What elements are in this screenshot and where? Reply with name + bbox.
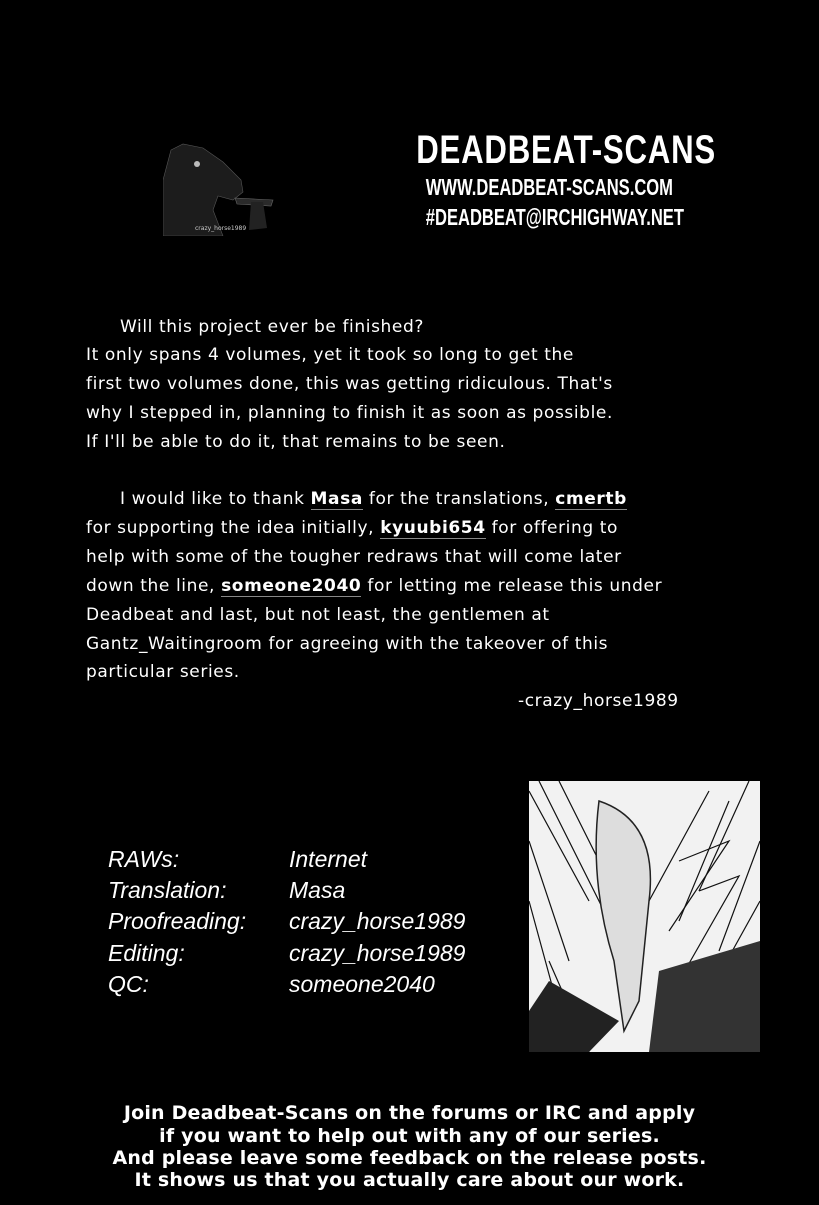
name-masa: Masa: [310, 489, 363, 509]
footer-line: Join Deadbeat-Scans on the forums or IRC and apply: [123, 1102, 696, 1124]
credit-role: RAWs:: [108, 846, 180, 872]
name-cmertb: cmertb: [555, 489, 627, 509]
name-kyuubi: kyuubi654: [380, 518, 486, 538]
note-line: Deadbeat and last, but not least, the gentlemen at: [86, 605, 550, 625]
logo-caption: crazy_horse1989: [195, 225, 247, 232]
credit-role: Translation:: [108, 877, 227, 903]
credit-name: crazy_horse1989: [289, 908, 466, 934]
note-line: Gantz_Waitingroom for agreeing with the takeover of this: [86, 634, 609, 654]
footer-line: And please leave some feedback on the release posts.: [112, 1147, 707, 1169]
signature: -crazy_horse1989: [518, 691, 679, 711]
footer-line: It shows us that you actually care about our work.: [134, 1169, 685, 1191]
credit-role: Editing:: [108, 940, 185, 966]
note-line: [86, 576, 662, 596]
text: for offering to: [485, 518, 619, 538]
note-line: Will this project ever be finished?: [120, 317, 424, 337]
note-line: first two volumes done, this was getting ridiculous. That's: [86, 374, 613, 394]
text: down the line,: [86, 576, 222, 596]
irc-channel: #DEADBEAT@IRCHIGHWAY.NET: [425, 204, 684, 230]
manga-panel-image: [529, 781, 760, 1052]
footer-line: if you want to help out with any of our series.: [159, 1125, 660, 1147]
credit-name: Masa: [289, 877, 346, 903]
credit-name: Internet: [289, 846, 367, 872]
note-line: help with some of the tougher redraws that will come later: [86, 547, 622, 567]
note-line: If I'll be able to do it, that remains to be seen.: [86, 432, 506, 452]
note-line: why I stepped in, planning to finish it as soon as possible.: [86, 403, 613, 423]
credit-role: Proofreading:: [108, 908, 247, 934]
note-line: It only spans 4 volumes, yet it took so long to get the: [86, 345, 574, 365]
name-someone: someone2040: [221, 576, 362, 596]
credit-role: QC:: [108, 971, 149, 997]
text: for letting me release this under: [361, 576, 663, 596]
brand-title: DEADBEAT-SCANS: [416, 128, 717, 172]
note-line: [86, 518, 618, 538]
text: for the translations,: [362, 489, 556, 509]
website-url: WWW.DEADBEAT-SCANS.COM: [425, 174, 673, 200]
note-line: particular series.: [86, 662, 240, 682]
horse-logo-image: [163, 140, 281, 236]
credit-name: someone2040: [289, 971, 435, 997]
text: for supporting the idea initially,: [86, 518, 381, 538]
credit-name: crazy_horse1989: [289, 940, 466, 966]
note-line: [120, 489, 627, 509]
text: I would like to thank: [120, 489, 311, 509]
